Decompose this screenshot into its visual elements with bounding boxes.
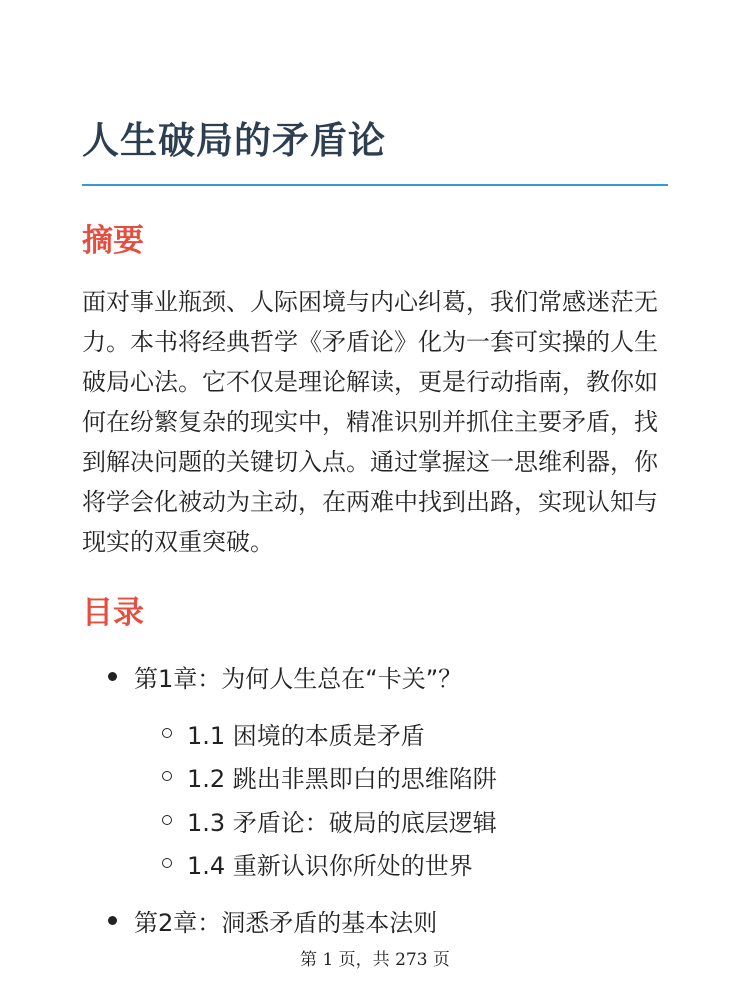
toc-section-1-3[interactable] <box>162 800 497 840</box>
toc-section-1-1[interactable] <box>162 713 425 753</box>
toc-chapter-2[interactable] <box>108 900 437 940</box>
bullet-disc-icon <box>108 916 117 925</box>
bullet-circle-icon <box>162 771 172 781</box>
bullet-circle-icon <box>162 858 172 868</box>
bullet-disc-icon <box>108 672 117 681</box>
summary-paragraph: 面对事业瓶颈、人际困境与内心纠葛，我们常感迷茫无力。本书将经典哲学《矛盾论》化为一套可实操的人生破局心法。它不仅是理论解读，更是行动指南，教你如何在纷繁复杂的现实中，精准识别并抓住主要矛盾，找到解决问题的关键切入点。通过掌握这一思维利器，你将学会化被动为主动，在两难中找到出路，实现认知与现实的双重突破。 <box>82 288 658 556</box>
document-title: 人生破局的矛盾论 <box>82 119 386 162</box>
toc-section-label: 1.3 矛盾论：破局的底层逻辑 <box>187 808 497 837</box>
toc-section-1-4[interactable] <box>162 843 473 883</box>
toc-section-label: 1.1 困境的本质是矛盾 <box>187 721 425 750</box>
bullet-circle-icon <box>162 728 172 738</box>
toc-chapter-label: 第2章：洞悉矛盾的基本法则 <box>134 908 438 937</box>
toc-heading: 目录 <box>82 595 144 631</box>
toc-chapter-1[interactable] <box>108 656 462 696</box>
summary-heading: 摘要 <box>82 223 144 259</box>
title-divider <box>82 184 668 186</box>
toc-section-label: 1.2 跳出非黑即白的思维陷阱 <box>187 764 497 793</box>
page-number-footer: 第 1 页，共 273 页 <box>300 950 450 970</box>
toc-chapter-label: 第1章：为何人生总在“卡关”？ <box>134 664 463 693</box>
toc-section-1-2[interactable] <box>162 756 497 796</box>
toc-section-label: 1.4 重新认识你所处的世界 <box>187 851 473 880</box>
bullet-circle-icon <box>162 815 172 825</box>
